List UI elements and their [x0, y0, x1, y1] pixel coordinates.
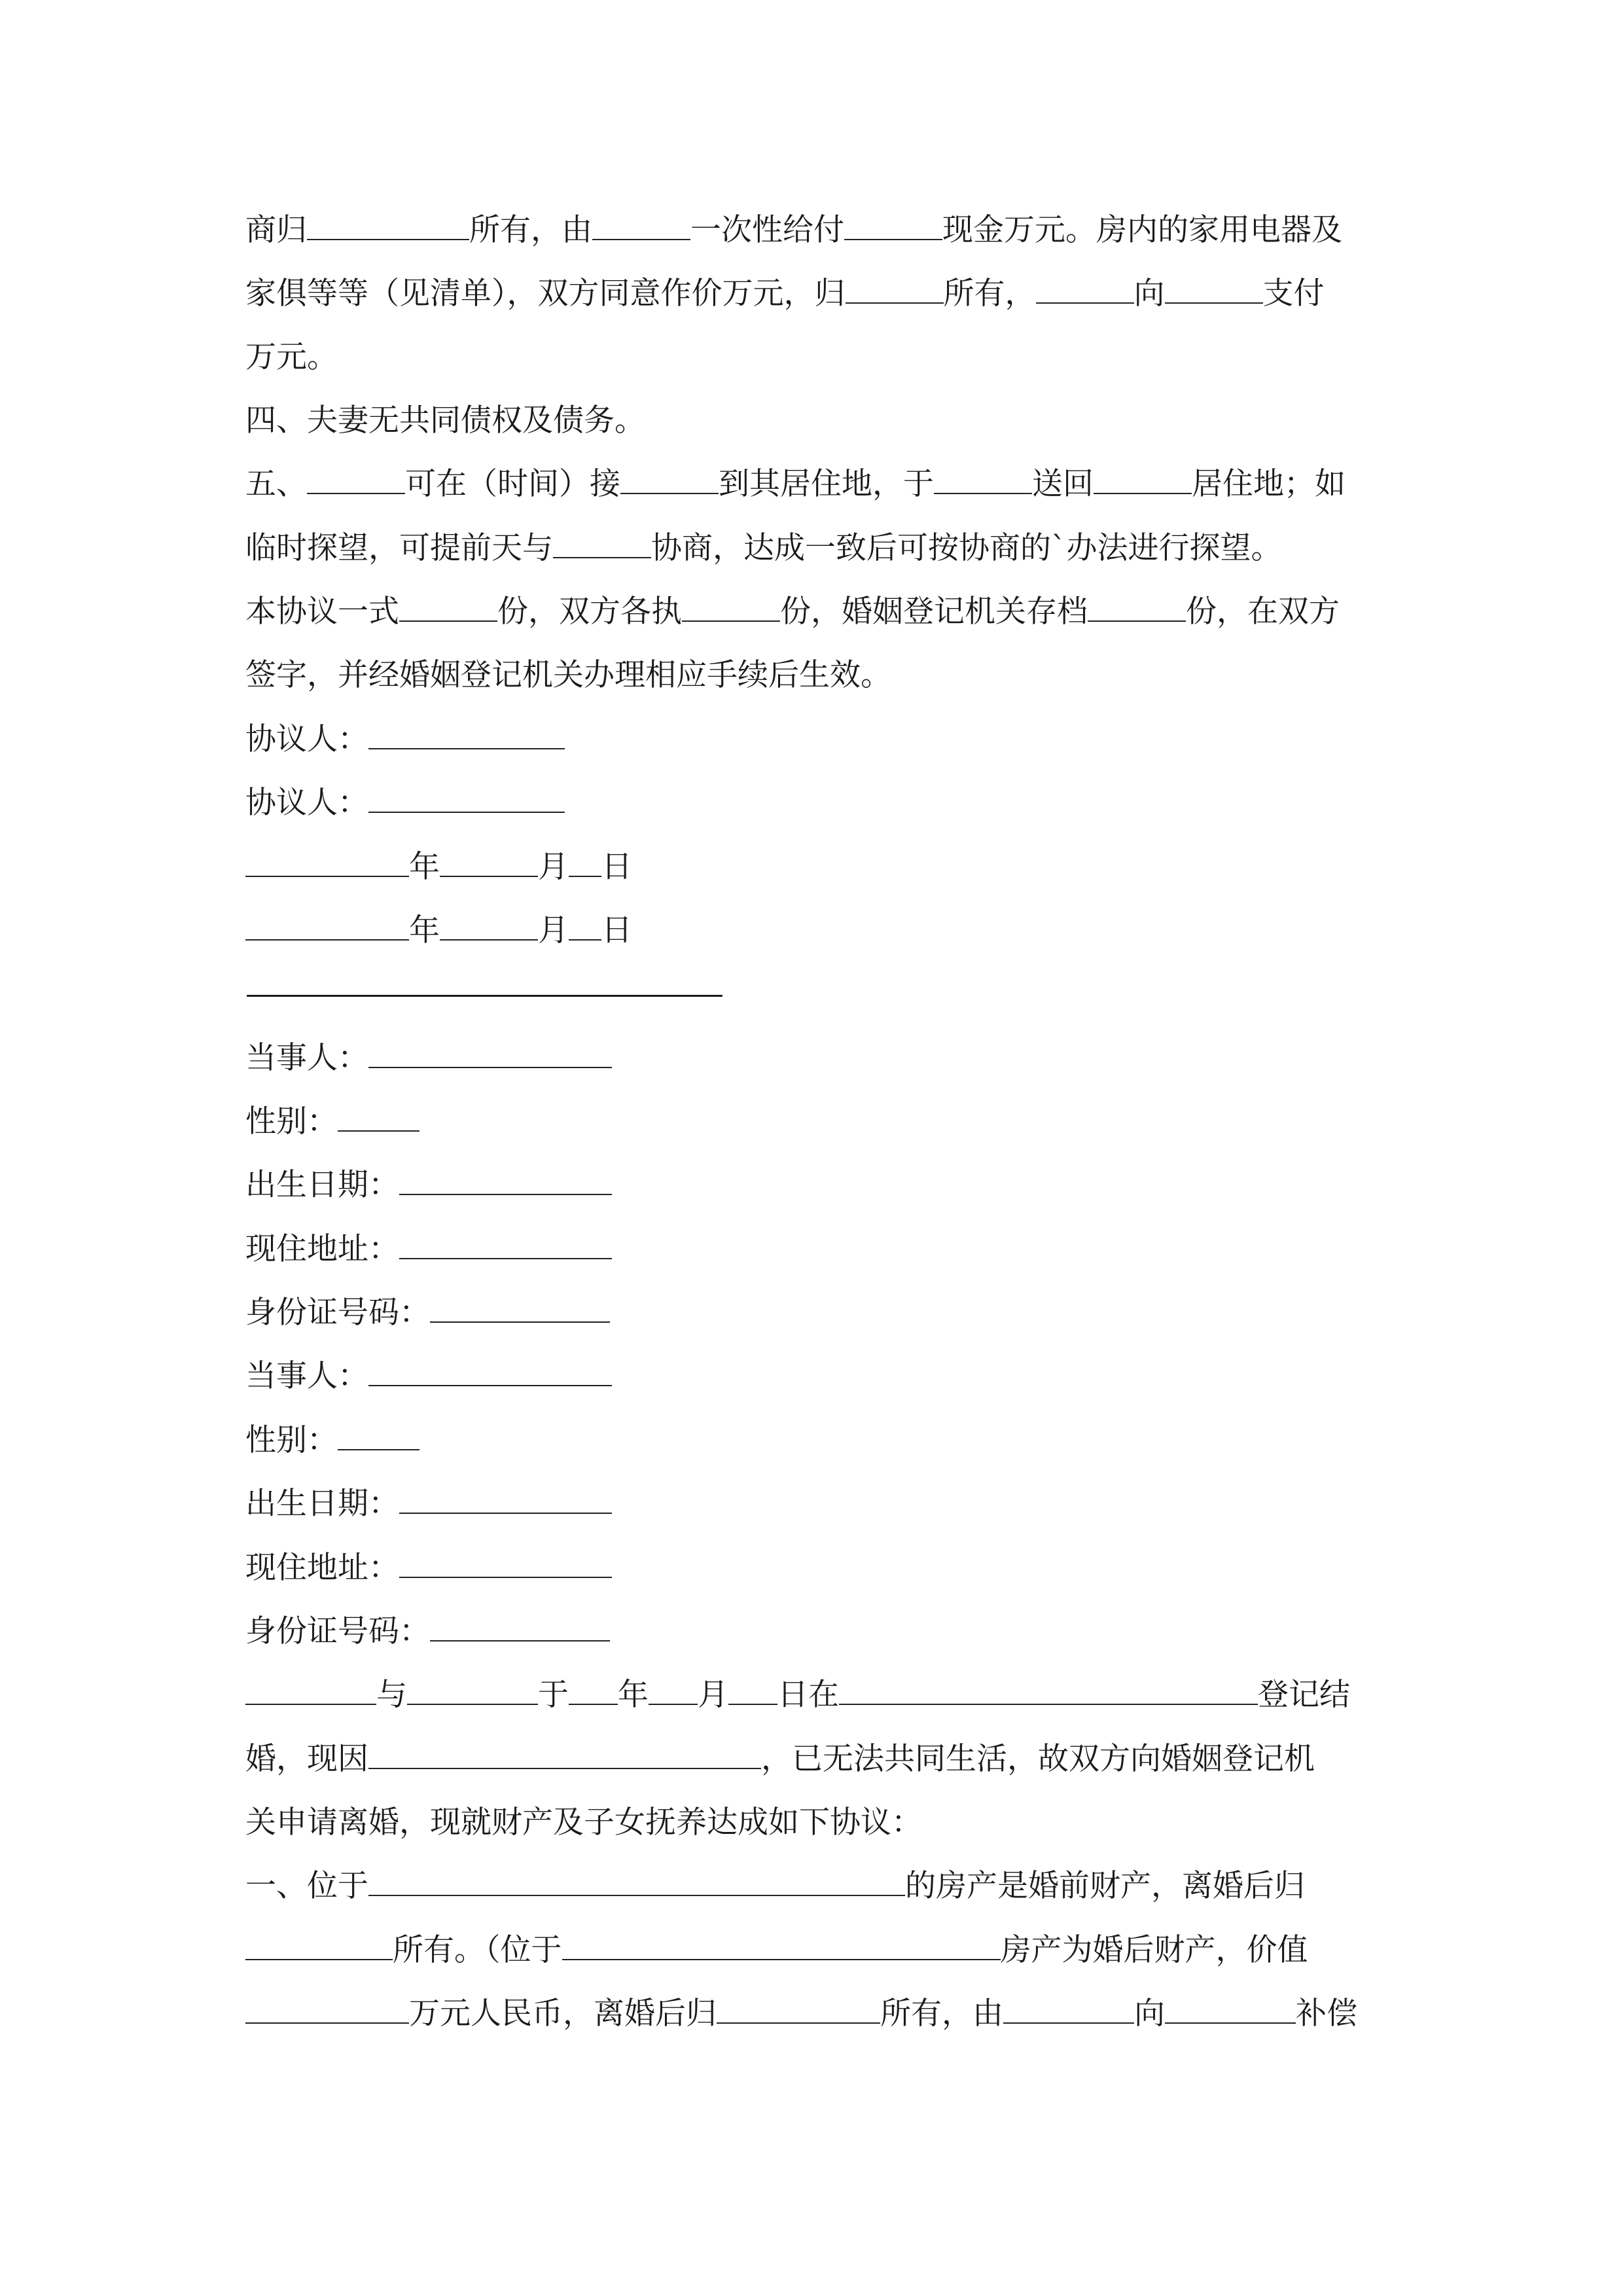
fill-in-blank — [368, 785, 565, 813]
fill-in-blank — [1036, 276, 1134, 304]
text-fragment: 身份证号码： — [245, 1295, 430, 1331]
text-fragment: 送回 — [1032, 466, 1094, 502]
text-fragment: 月 — [538, 912, 569, 948]
text-fragment: 所有， — [943, 276, 1036, 312]
text-fragment: 日 — [601, 849, 632, 885]
text-fragment: 到其居住地，于 — [719, 466, 934, 502]
fill-in-blank — [338, 1104, 419, 1132]
fill-in-blank — [399, 594, 497, 622]
text-fragment: 一次性给付 — [690, 212, 844, 248]
text-fragment: 房产为婚后财产，价值 — [1000, 1932, 1308, 1968]
text-fragment: 性别： — [245, 1422, 338, 1458]
text-line-3 — [245, 338, 338, 377]
text-fragment: 临时探望，可提前天与 — [245, 530, 553, 566]
fill-in-blank — [245, 913, 409, 941]
text-fragment: 性别： — [245, 1103, 338, 1139]
fill-in-blank — [368, 722, 565, 749]
text-fragment: 身份证号码： — [245, 1613, 430, 1649]
text-fragment: 一、位于 — [245, 1868, 368, 1904]
text-line-14 — [245, 1039, 612, 1078]
text-fragment: 的房产是婚前财产，离婚后归 — [905, 1868, 1305, 1904]
text-line-4 — [245, 401, 645, 440]
text-fragment: 当事人： — [245, 1358, 368, 1394]
text-fragment: 可在（时间）接 — [405, 466, 620, 502]
fill-in-blank — [846, 276, 944, 304]
text-fragment: 居住地；如 — [1192, 466, 1346, 502]
text-line-16 — [245, 1166, 612, 1205]
text-fragment: 四、夫妻无共同债权及债务。 — [245, 403, 645, 439]
fill-in-blank — [844, 213, 942, 240]
text-fragment: 现住地址： — [245, 1550, 399, 1586]
fill-in-blank — [368, 1742, 761, 1769]
fill-in-blank — [399, 1168, 612, 1195]
text-fragment: 出生日期： — [245, 1486, 399, 1522]
text-fragment: 月 — [698, 1677, 728, 1713]
fill-in-blank — [569, 1677, 618, 1705]
fill-in-blank — [1094, 467, 1192, 494]
text-fragment: 所有。（位于 — [393, 1932, 562, 1968]
text-line-29 — [245, 1994, 1357, 2034]
fill-in-blank — [682, 594, 780, 622]
fill-in-blank — [1165, 276, 1263, 304]
fill-in-blank — [399, 1486, 612, 1514]
fill-in-blank — [430, 1614, 610, 1641]
fill-in-blank — [307, 467, 405, 494]
fill-in-blank — [307, 213, 469, 240]
text-fragment: 关申请离婚，现就财产及子女抚养达成如下协议： — [245, 1804, 922, 1840]
text-line-20 — [245, 1421, 419, 1460]
fill-in-blank — [553, 531, 651, 558]
text-fragment: 日 — [601, 912, 632, 948]
text-line-8 — [245, 656, 891, 695]
text-line-10 — [245, 783, 565, 823]
fill-in-blank — [399, 1232, 612, 1259]
text-fragment: 万元人民币，离婚后归 — [409, 1996, 717, 2032]
fill-in-blank — [620, 467, 719, 494]
fill-in-blank — [430, 1295, 610, 1323]
text-line-21 — [245, 1484, 612, 1524]
text-fragment: 于 — [538, 1677, 569, 1713]
fill-in-blank — [569, 850, 601, 877]
text-line-22 — [245, 1549, 612, 1588]
text-line-13 — [245, 975, 717, 1014]
text-fragment: 份，婚姻登记机关存档 — [780, 594, 1088, 630]
fill-in-blank — [1165, 1996, 1296, 2024]
text-fragment: ———————————————————— — [245, 976, 717, 1012]
text-fragment: 协商，达成一致后可按协商的`办法进行探望。 — [651, 530, 1282, 566]
fill-in-blank — [592, 213, 690, 240]
text-line-18 — [245, 1293, 610, 1333]
text-fragment: 协议人： — [245, 721, 368, 757]
fill-in-blank — [839, 1677, 1258, 1705]
fill-in-blank — [562, 1933, 1001, 1960]
text-fragment: 向 — [1134, 1996, 1165, 2032]
fill-in-blank — [245, 850, 409, 877]
text-fragment: 当事人： — [245, 1040, 368, 1076]
fill-in-blank — [569, 913, 601, 941]
text-line-7 — [245, 592, 1340, 632]
text-fragment: 登记结 — [1258, 1677, 1350, 1713]
text-line-11 — [245, 848, 632, 887]
text-fragment: 日在 — [777, 1677, 839, 1713]
text-fragment: 份，在双方 — [1186, 594, 1340, 630]
text-fragment: 五、 — [245, 466, 307, 502]
fill-in-blank — [245, 1933, 393, 1960]
text-line-9 — [245, 720, 565, 759]
fill-in-blank — [717, 1996, 880, 2024]
fill-in-blank — [368, 1869, 905, 1896]
fill-in-blank — [368, 1359, 612, 1386]
text-line-15 — [245, 1102, 419, 1141]
text-fragment: 支付 — [1262, 276, 1325, 312]
text-line-23 — [245, 1612, 610, 1651]
fill-in-blank — [338, 1423, 419, 1450]
text-fragment: 年 — [409, 849, 440, 885]
text-fragment: 份，双方各执 — [497, 594, 682, 630]
text-line-6 — [245, 529, 1282, 568]
text-fragment: 年 — [409, 912, 440, 948]
text-fragment: 协议人： — [245, 785, 368, 821]
fill-in-blank — [440, 850, 538, 877]
text-fragment: 补偿 — [1296, 1996, 1357, 2032]
text-fragment: 现金万元。房内的家用电器及 — [942, 212, 1342, 248]
text-line-26 — [245, 1803, 922, 1842]
text-line-1 — [245, 211, 1342, 250]
fill-in-blank — [245, 1996, 409, 2024]
fill-in-blank — [368, 1041, 612, 1068]
text-fragment: 年 — [618, 1677, 649, 1713]
text-fragment: 万元。 — [245, 339, 338, 375]
text-line-5 — [245, 465, 1346, 504]
text-fragment: ，已无法共同生活，故双方向婚姻登记机 — [761, 1741, 1315, 1777]
fill-in-blank — [728, 1677, 777, 1705]
text-line-17 — [245, 1230, 612, 1269]
text-fragment: 商归 — [245, 212, 307, 248]
fill-in-blank — [399, 1551, 612, 1578]
text-fragment: 现住地址： — [245, 1231, 399, 1267]
fill-in-blank — [245, 1677, 376, 1705]
text-fragment: 月 — [538, 849, 569, 885]
fill-in-blank — [649, 1677, 698, 1705]
text-line-28 — [245, 1931, 1308, 1970]
text-fragment: 所有，由 — [469, 212, 592, 248]
text-fragment: 向 — [1133, 276, 1165, 312]
fill-in-blank — [1003, 1996, 1134, 2024]
text-fragment: 婚，现因 — [245, 1741, 368, 1777]
fill-in-blank — [440, 913, 538, 941]
text-fragment: 所有，由 — [880, 1996, 1003, 2032]
text-line-2 — [245, 274, 1325, 314]
text-line-24 — [245, 1676, 1350, 1715]
text-fragment: 本协议一式 — [245, 594, 399, 630]
text-line-27 — [245, 1867, 1305, 1906]
text-fragment: 签字，并经婚姻登记机关办理相应手续后生效。 — [245, 657, 891, 693]
text-line-19 — [245, 1357, 612, 1396]
fill-in-blank — [407, 1677, 538, 1705]
text-fragment: 出生日期： — [245, 1167, 399, 1203]
text-fragment: 家俱等等（见清单），双方同意作价万元，归 — [245, 276, 846, 312]
text-fragment: 与 — [376, 1677, 407, 1713]
fill-in-blank — [934, 467, 1032, 494]
fill-in-blank — [1088, 594, 1186, 622]
text-line-12 — [245, 911, 632, 950]
text-line-25 — [245, 1740, 1315, 1779]
